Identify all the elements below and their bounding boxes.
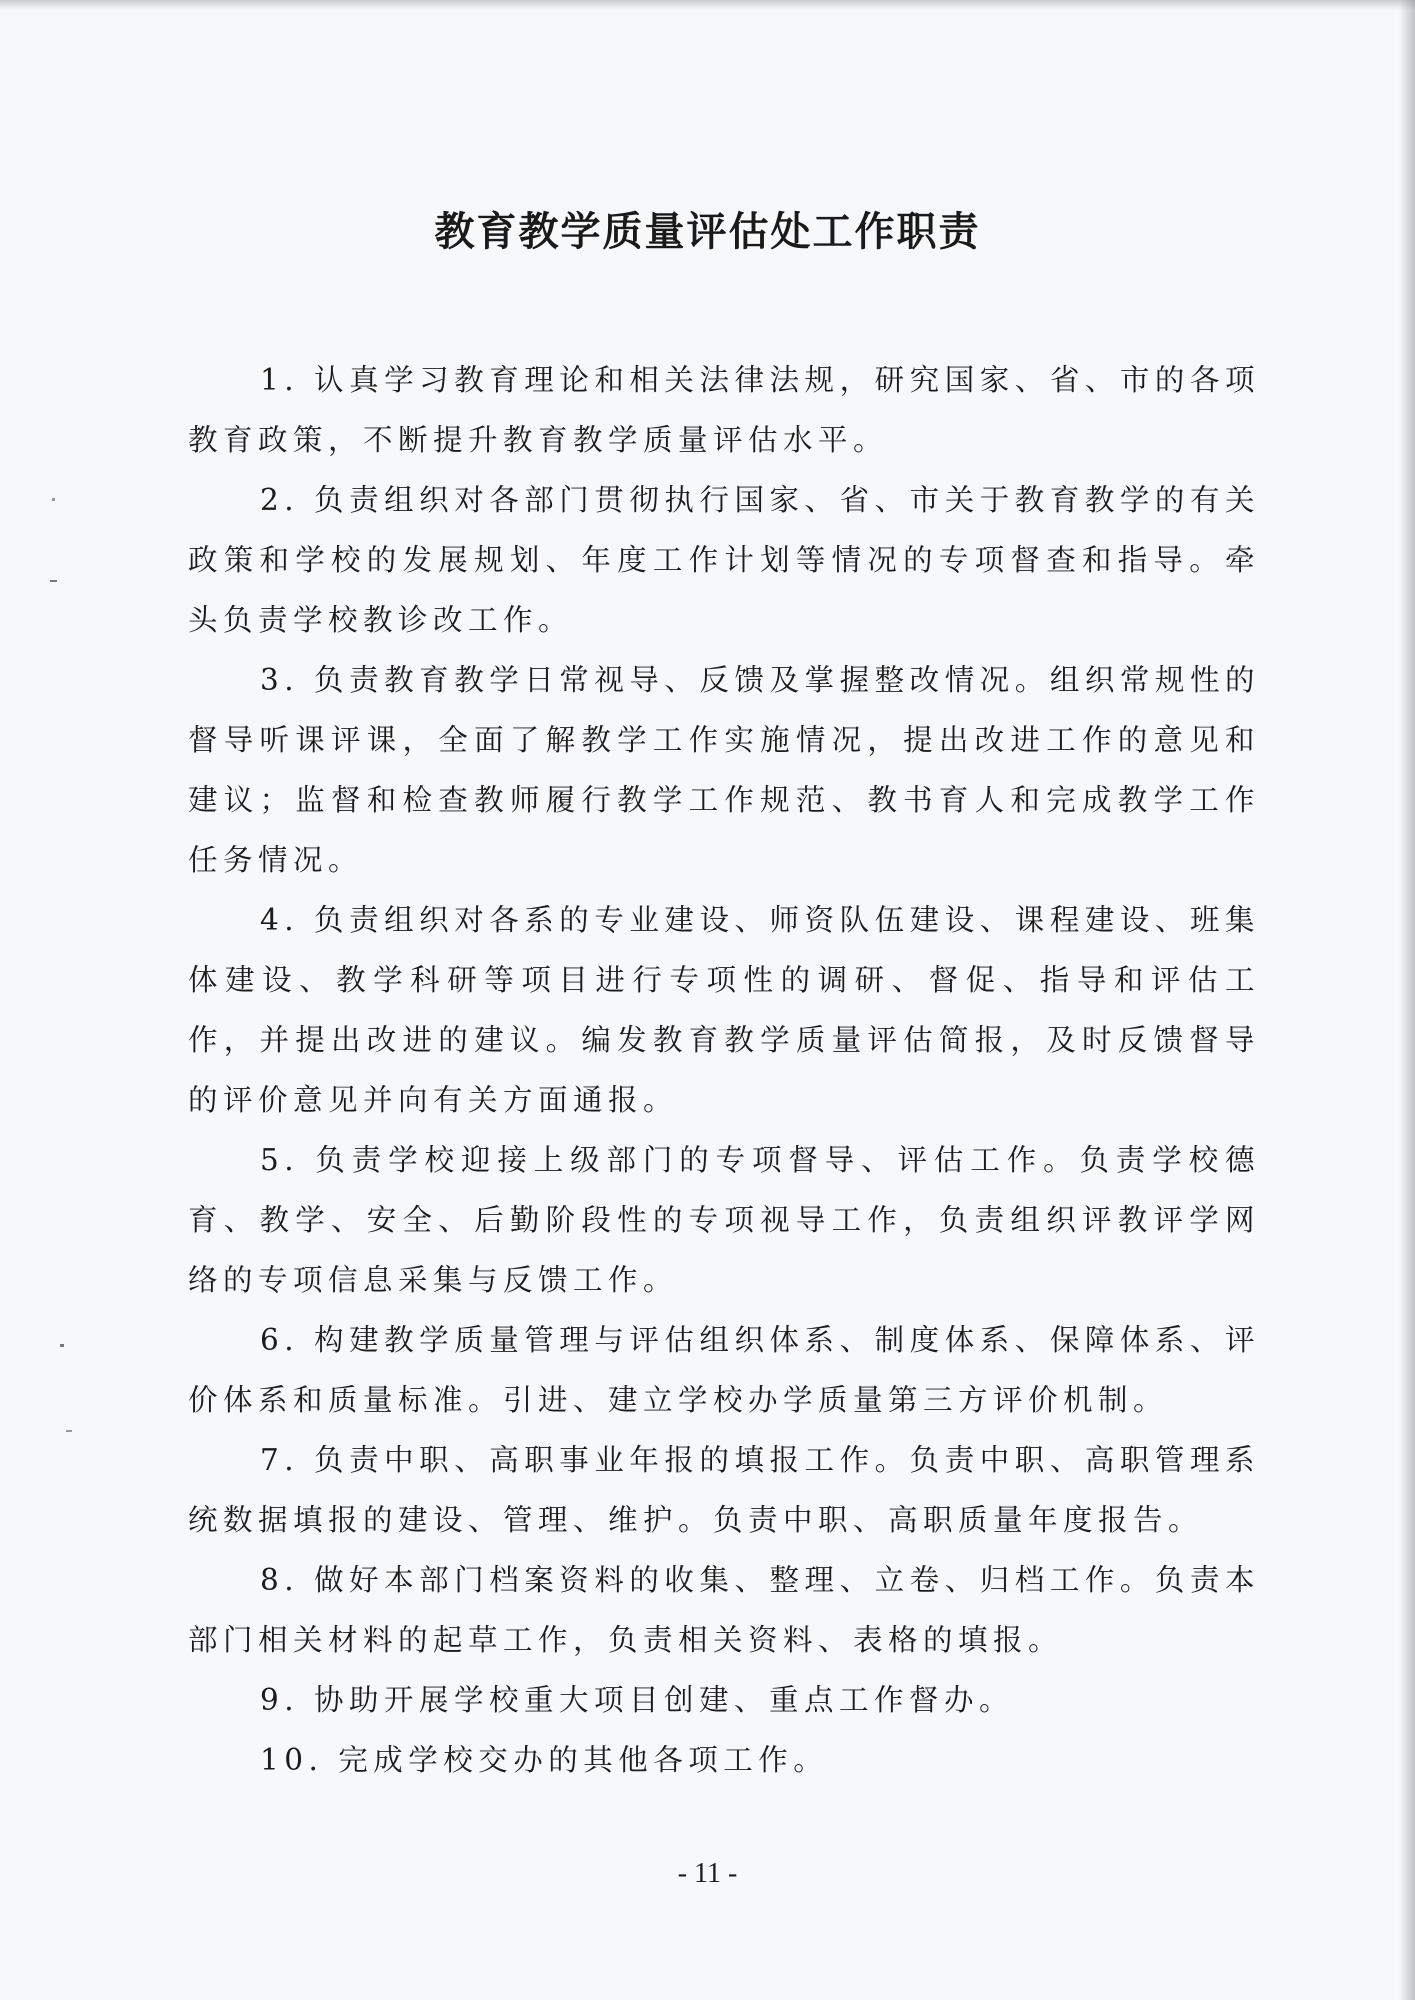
duty-item: 1. 认真学习教育理论和相关法律法规，研究国家、省、市的各项教育政策，不断提升教育教学质量评估水平。: [188, 363, 1260, 457]
duty-item: 2. 负责组织对各部门贯彻执行国家、省、市关于教育教学的有关政策和学校的发展规划、年度工作计划等情况的专项督查和指导。牵头负责学校教诊改工作。: [188, 483, 1260, 637]
scan-top-shadow: [0, 0, 1415, 10]
document-body: [188, 350, 1260, 1790]
page-number: - 11 -: [677, 1858, 738, 1889]
duty-item: 8. 做好本部门档案资料的收集、整理、立卷、归档工作。负责本部门相关材料的起草工作，负责相关资料、表格的填报。: [188, 1563, 1260, 1657]
duty-item: 7. 负责中职、高职事业年报的填报工作。负责中职、高职管理系统数据填报的建设、管理、维护。负责中职、高职质量年度报告。: [188, 1443, 1260, 1537]
scan-speck: [50, 580, 57, 582]
duty-item: 3. 负责教育教学日常视导、反馈及掌握整改情况。组织常规性的督导听课评课，全面了解教学工作实施情况，提出改进工作的意见和建议；监督和检查教师履行教学工作规范、教书育人和完成教学工作任务情况。: [188, 663, 1260, 877]
scan-edge-shadow: [1399, 0, 1415, 2000]
scan-speck: [60, 1344, 64, 1347]
duty-item: 4. 负责组织对各系的专业建设、师资队伍建设、课程建设、班集体建设、教学科研等项目进行专项性的调研、督促、指导和评估工作，并提出改进的建议。编发教育教学质量评估简报，及时反馈督导的评价意见并向有关方面通报。: [188, 903, 1260, 1117]
duty-item: 10. 完成学校交办的其他各项工作。: [260, 1743, 829, 1777]
scan-speck: [66, 1430, 72, 1432]
duty-item: 9. 协助开展学校重大项目创建、重点工作督办。: [260, 1683, 1015, 1717]
scan-speck: [52, 498, 55, 501]
duty-item: 5. 负责学校迎接上级部门的专项督导、评估工作。负责学校德育、教学、安全、后勤阶段性的专项视导工作，负责组织评教评学网络的专项信息采集与反馈工作。: [188, 1143, 1260, 1297]
page-title: 教育教学质量评估处工作职责: [434, 209, 981, 255]
duty-item: 6. 构建教学质量管理与评估组织体系、制度体系、保障体系、评价体系和质量标准。引进、建立学校办学质量第三方评价机制。: [188, 1323, 1260, 1417]
